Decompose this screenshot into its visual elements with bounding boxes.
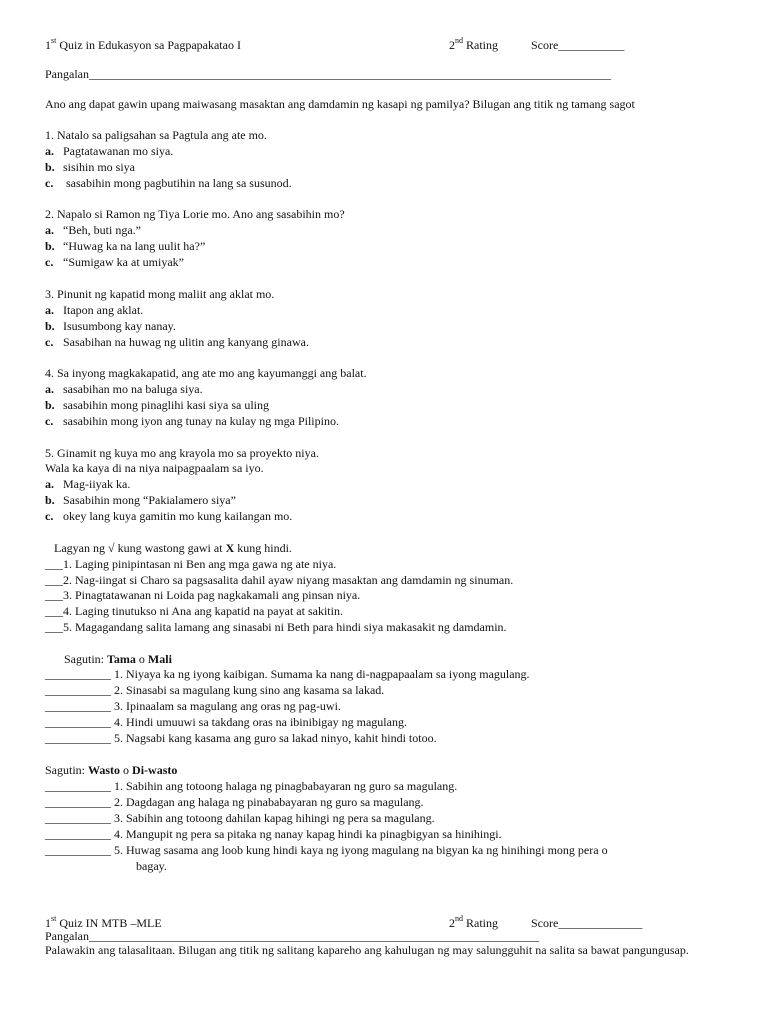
wasto-item-3: ___________ 3. Sabihin ang totoong dahilan kapag hihingi ng pera sa magulang.: [45, 811, 435, 825]
option-5b: b. Sasabihin mong “Pakialamero siya”: [45, 493, 236, 507]
check-item-4: ___4. Laging tinutukso ni Ana ang kapatid na payat at sakitin.: [45, 604, 343, 618]
tama-mali-item-4: ___________ 4. Hindi umuuwi sa takdang oras na ibinibigay ng magulang.: [45, 715, 407, 729]
wasto-item-5: ___________ 5. Huwag sasama ang loob kung hindi kaya ng iyong magulang na bigyan ka ng hinihingi mong pera o: [45, 843, 608, 857]
option-3a: a. Itapon ang aklat.: [45, 303, 144, 317]
quiz2-name-line: Pangalan___________________________________________________________________________: [45, 929, 539, 943]
check-section-heading: Lagyan ng √ kung wastong gawi at X kung hindi.: [54, 541, 292, 555]
option-4b: b. sasabihin mong pinaglihi kasi siya sa uling: [45, 398, 269, 412]
tama-mali-item-3: ___________ 3. Ipinaalam sa magulang ang oras ng pag-uwi.: [45, 699, 341, 713]
wasto-item-2: ___________ 2. Dagdagan ang halaga ng pinababayaran ng guro sa magulang.: [45, 795, 424, 809]
option-1a: a. Pagtatawanan mo siya.: [45, 144, 174, 158]
question-5: 5. Ginamit ng kuya mo ang krayola mo sa proyekto niya.: [45, 446, 319, 460]
quiz1-score: Score___________: [531, 38, 625, 52]
quiz1-title: 1st Quiz in Edukasyon sa Pagpapakatao I: [45, 36, 241, 52]
quiz2-rating: 2nd Rating: [449, 914, 498, 930]
option-5a: a. Mag-iiyak ka.: [45, 477, 131, 491]
check-item-1: ___1. Laging pinipintasan ni Ben ang mga gawa ng ate niya.: [45, 557, 337, 571]
wasto-item-5-cont: bagay.: [136, 859, 167, 873]
option-3b: b. Isusumbong kay nanay.: [45, 319, 176, 333]
check-item-2: ___2. Nag-iingat si Charo sa pagsasalita dahil ayaw niyang masaktan ang damdamin ng sinuman.: [45, 573, 514, 587]
tama-mali-item-5: ___________ 5. Nagsabi kang kasama ang guro sa lakad ninyo, kahit hindi totoo.: [45, 731, 437, 745]
option-5c: c. okey lang kuya gamitin mo kung kailangan mo.: [45, 509, 293, 523]
tama-mali-heading: Sagutin: Tama o Mali: [64, 652, 172, 666]
option-1c: c. sasabihin mong pagbutihin na lang sa susunod.: [45, 176, 292, 190]
option-1b: b. sisihin mo siya: [45, 160, 136, 174]
check-item-3: ___3. Pinagtatawanan ni Loida pag nagkakamali ang pinsan niya.: [45, 588, 361, 602]
instructions: Ano ang dapat gawin upang maiwasang masaktan ang damdamin ng kasapi ng pamilya? Bilugan ang titik ng tamang sagot: [45, 97, 635, 111]
question-4: 4. Sa inyong magkakapatid, ang ate mo ang kayumanggi ang balat.: [45, 366, 367, 380]
option-2a: a. “Beh, buti nga.”: [45, 223, 141, 237]
option-3c: c. Sasabihan na huwag ng ulitin ang kanyang ginawa.: [45, 335, 309, 349]
quiz1-name-line: Pangalan_______________________________________________________________________________________: [45, 67, 611, 81]
option-2b: b. “Huwag ka na lang uulit ha?”: [45, 239, 206, 253]
wasto-item-1: ___________ 1. Sabihin ang totoong halaga ng pinagbabayaran ng guro sa magulang.: [45, 779, 458, 793]
check-item-5: ___5. Magagandang salita lamang ang sinasabi ni Beth para hindi siya makasakit ng damdamin.: [45, 620, 507, 634]
wasto-item-4: ___________ 4. Mangupit ng pera sa pitaka ng nanay kapag hindi ka pinagbigyan sa hinihingi.: [45, 827, 502, 841]
wasto-heading: Sagutin: Wasto o Di-wasto: [45, 763, 178, 777]
option-2c: c. “Sumigaw ka at umiyak”: [45, 255, 184, 269]
option-4c: c. sasabihin mong iyon ang tunay na kulay ng mga Pilipino.: [45, 414, 339, 428]
quiz2-title: 1st Quiz IN MTB –MLE: [45, 914, 162, 930]
tama-mali-item-1: ___________ 1. Niyaya ka ng iyong kaibigan. Sumama ka nang di-nagpapaalam sa iyong magulang.: [45, 667, 530, 681]
question-2: 2. Napalo si Ramon ng Tiya Lorie mo. Ano ang sasabihin mo?: [45, 207, 345, 221]
quiz1-rating: 2nd Rating: [449, 36, 498, 52]
option-4a: a. sasabihan mo na baluga siya.: [45, 382, 203, 396]
tama-mali-item-2: ___________ 2. Sinasabi sa magulang kung sino ang kasama sa lakad.: [45, 683, 385, 697]
question-1: 1. Natalo sa paligsahan sa Pagtula ang ate mo.: [45, 128, 267, 142]
quiz2-score: Score______________: [531, 916, 643, 930]
quiz2-instructions: Palawakin ang talasalitaan. Bilugan ang titik ng salitang kapareho ang kahulugan ng may salungguhit na salita sa bawat pangungusap.: [45, 943, 689, 957]
question-5-line2: Wala ka kaya di na niya naipagpaalam sa iyo.: [45, 461, 264, 475]
question-3: 3. Pinunit ng kapatid mong maliit ang aklat mo.: [45, 287, 275, 301]
